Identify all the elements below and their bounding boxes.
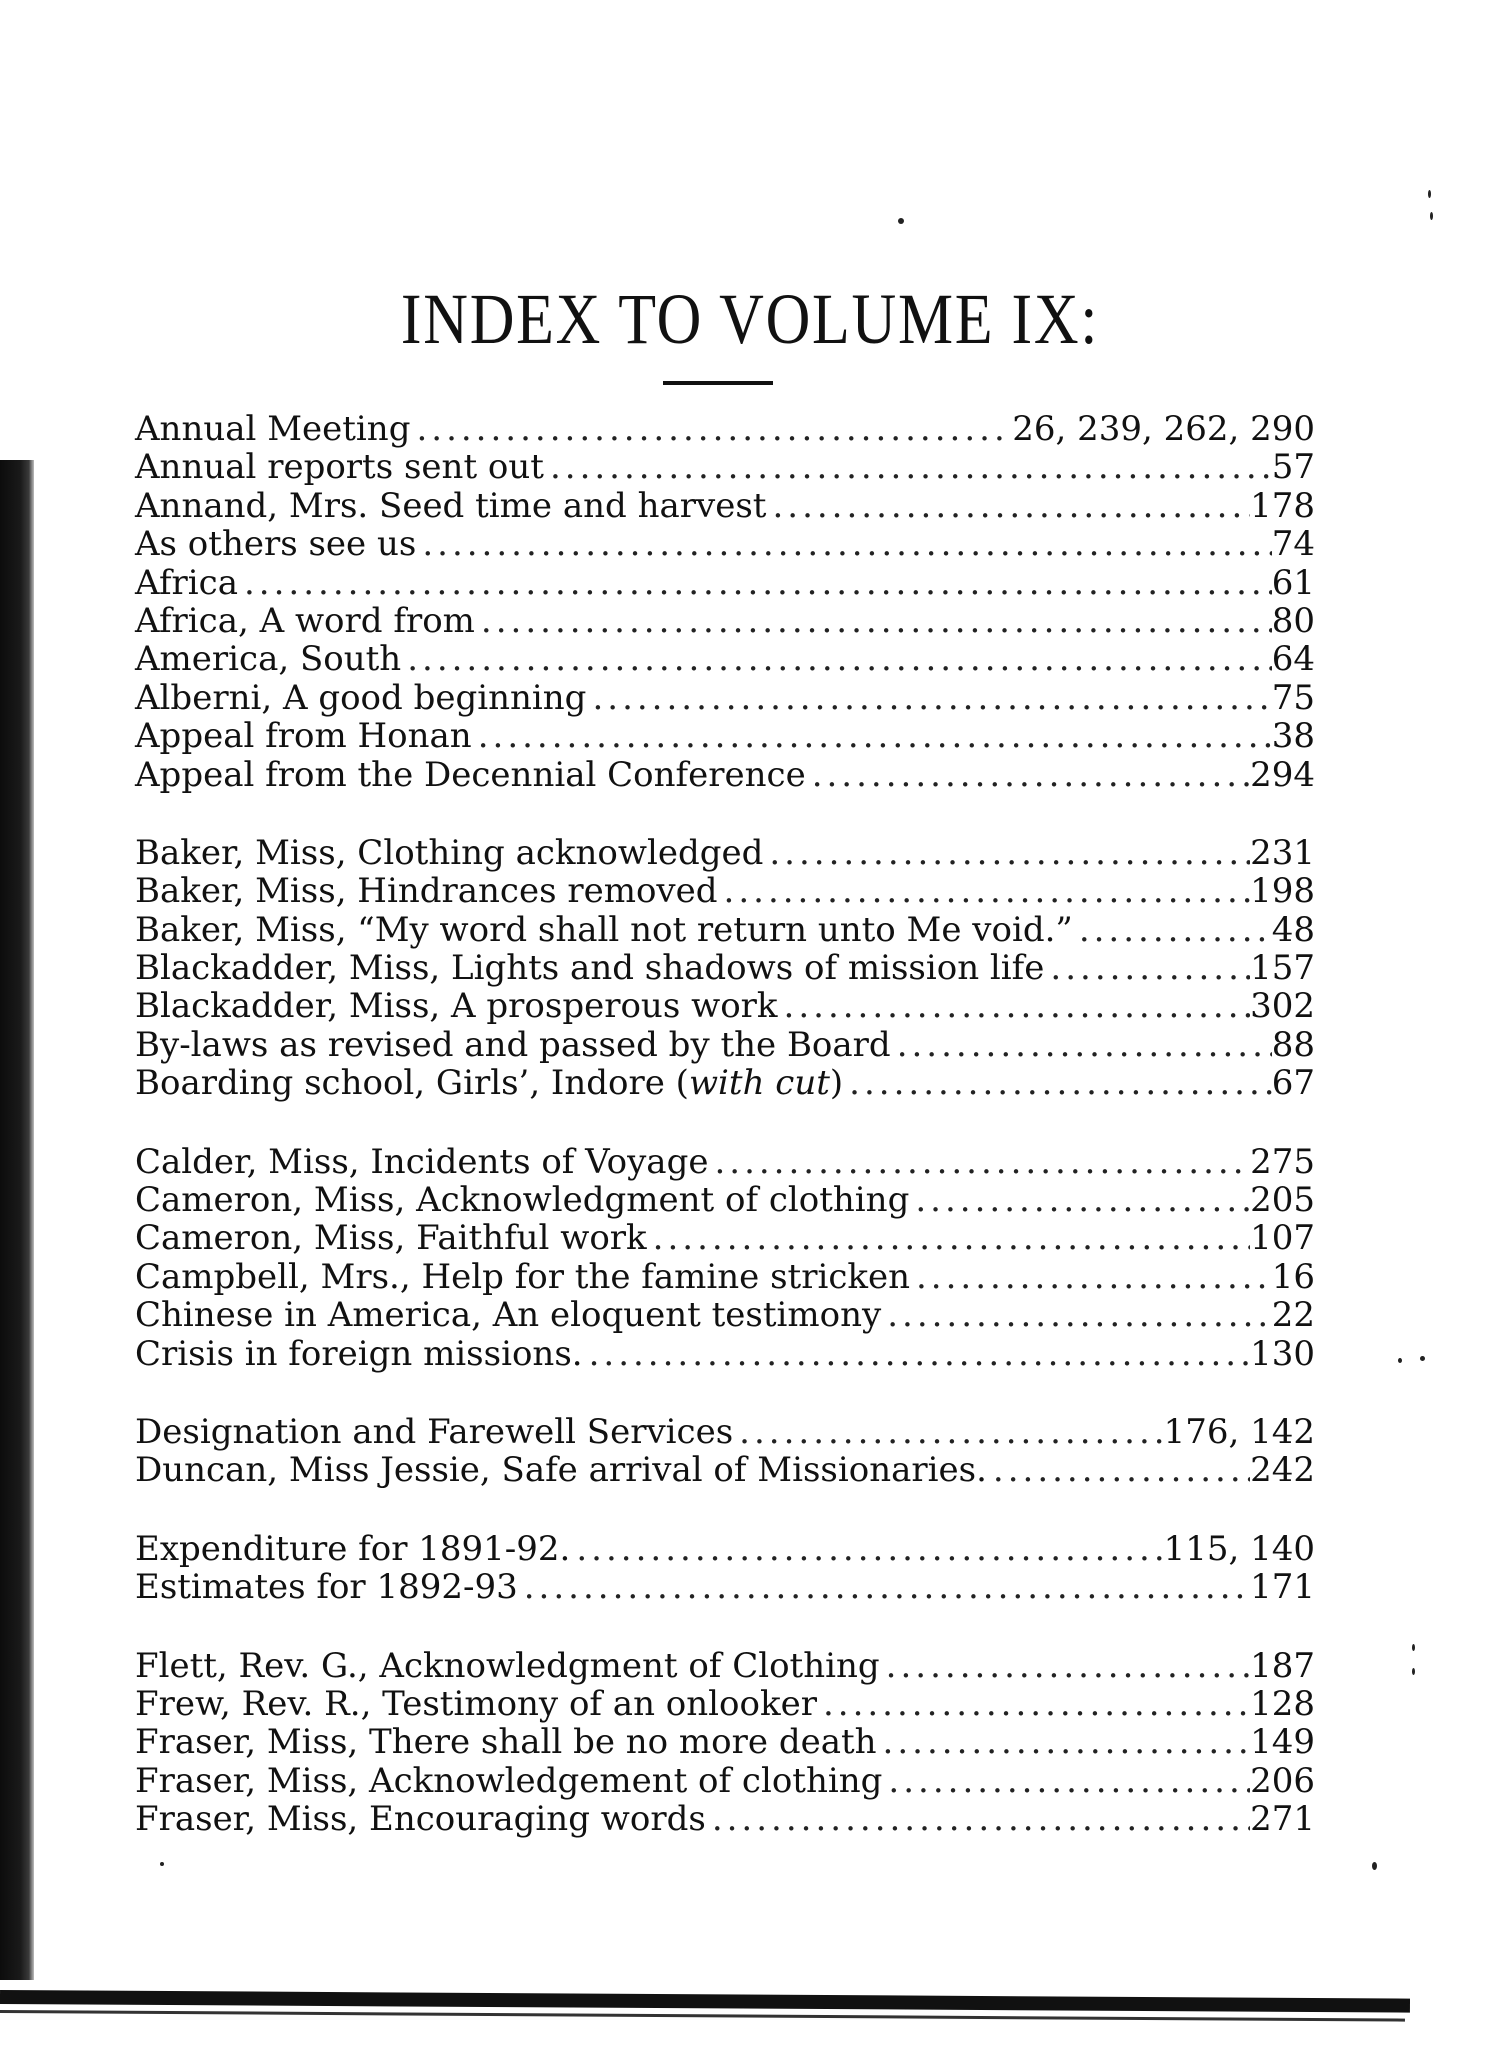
print-speck [1372, 1862, 1377, 1870]
page-numbers: 16 [1271, 1256, 1315, 1297]
index-entry [135, 1064, 1315, 1102]
dot-leader [238, 564, 1272, 602]
entry-title: Frew, Rev. R., Testimony of an onlooker [135, 1683, 817, 1724]
entry-title: Appeal from the Decennial Conference [135, 754, 806, 795]
page-numbers: 75 [1271, 677, 1315, 718]
index-entry [135, 1413, 1315, 1451]
print-speck [1412, 1668, 1415, 1675]
page-numbers: 26, 239, 262, 290 [1012, 409, 1315, 449]
dot-leader [708, 1143, 1250, 1181]
dot-leader [544, 448, 1272, 486]
entry-title: Estimates for 1892-93 [135, 1567, 518, 1608]
dot-leader [518, 1568, 1250, 1606]
page-numbers: 48 [1271, 909, 1315, 950]
page-numbers: 130 [1250, 1333, 1315, 1374]
entry-title: Alberni, A good beginning [135, 677, 587, 718]
print-speck [1430, 212, 1433, 220]
print-speck [898, 218, 904, 224]
page-numbers: 61 [1271, 562, 1315, 603]
page-title: INDEX TO VOLUME IX: [400, 279, 1100, 359]
index-entry [135, 1026, 1315, 1064]
dot-leader [733, 1413, 1163, 1451]
dot-leader [586, 679, 1271, 717]
page-numbers: 115, 140 [1163, 1528, 1315, 1569]
entry-title: Africa, A word from [135, 600, 475, 641]
index-entry [135, 1685, 1315, 1723]
dot-leader [843, 1064, 1272, 1102]
index-entry [135, 1219, 1315, 1257]
page-numbers: 128 [1250, 1683, 1315, 1724]
page-numbers: 206 [1250, 1760, 1315, 1801]
page-numbers: 88 [1271, 1024, 1315, 1065]
italic-fragment: with cut [688, 1063, 830, 1104]
bottom-border-rule-thin [0, 2010, 1405, 2022]
entry-title: Expenditure for 1891-92. [135, 1528, 571, 1569]
dot-leader [882, 1762, 1250, 1800]
entry-title: Annand, Mrs. Seed time and harvest [135, 485, 767, 526]
dot-leader [472, 717, 1272, 755]
title-underline [663, 381, 773, 385]
index-entry [135, 1723, 1315, 1761]
index-entry [135, 1143, 1315, 1181]
index-entry [135, 679, 1315, 717]
binding-edge [0, 460, 34, 1980]
dot-leader [817, 1685, 1250, 1723]
dot-leader [806, 756, 1250, 794]
page-numbers: 275 [1250, 1141, 1315, 1182]
index-group [135, 1143, 1315, 1373]
dot-leader [987, 1451, 1250, 1489]
page-numbers: 38 [1271, 716, 1315, 757]
page-numbers: 171 [1250, 1567, 1315, 1608]
index-entry [135, 756, 1315, 794]
index-entry [135, 911, 1315, 949]
dot-leader [880, 1647, 1250, 1685]
entry-title: Fraser, Miss, Encouraging words [135, 1799, 706, 1840]
entry-title: Africa [135, 562, 238, 603]
page-numbers: 231 [1250, 832, 1315, 873]
entry-title: Cameron, Miss, Faithful work [135, 1218, 647, 1259]
page-numbers: 302 [1250, 986, 1315, 1027]
index-entry [135, 834, 1315, 872]
dot-leader [909, 1181, 1250, 1219]
index-entry [135, 525, 1315, 563]
page-numbers: 242 [1250, 1450, 1315, 1491]
page-numbers: 178 [1250, 485, 1315, 526]
index-list [135, 410, 1315, 1879]
index-entry [135, 1800, 1315, 1838]
dot-leader [877, 1723, 1251, 1761]
print-speck [1412, 1644, 1415, 1651]
bottom-border-rule [0, 1990, 1410, 2013]
index-entry [135, 1181, 1315, 1219]
entry-title: Designation and Farewell Services [135, 1411, 734, 1452]
print-speck [160, 1862, 164, 1866]
entry-title: Baker, Miss, Hindrances removed [135, 871, 718, 912]
page-numbers: 80 [1271, 600, 1315, 641]
entry-title: Duncan, Miss Jessie, Safe arrival of Missionaries. [135, 1450, 987, 1491]
dot-leader [766, 487, 1250, 525]
index-entry [135, 1762, 1315, 1800]
page-numbers: 294 [1250, 754, 1315, 795]
entry-title: Baker, Miss, “My word shall not return unto Me void.” [135, 909, 1073, 950]
print-speck [1398, 1358, 1402, 1363]
entry-title: Cameron, Miss, Acknowledgment of clothing [135, 1180, 910, 1221]
index-entry [135, 602, 1315, 640]
dot-leader [410, 410, 1012, 448]
entry-title: Annual Meeting [135, 409, 411, 449]
dot-leader [1044, 949, 1250, 987]
index-entry [135, 949, 1315, 987]
dot-leader [778, 987, 1251, 1025]
index-group [135, 1530, 1315, 1607]
dot-leader [718, 872, 1251, 910]
print-speck [1420, 1356, 1425, 1361]
entry-title: Campbell, Mrs., Help for the famine stricken [135, 1256, 910, 1297]
entry-title: As others see us [135, 524, 417, 565]
index-entry [135, 640, 1315, 678]
index-entry [135, 717, 1315, 755]
entry-title: Annual reports sent out [135, 447, 544, 488]
print-speck [1428, 190, 1431, 198]
index-entry [135, 564, 1315, 602]
index-entry [135, 1530, 1315, 1568]
dot-leader [881, 1296, 1272, 1334]
index-group [135, 410, 1315, 794]
page-numbers: 187 [1250, 1645, 1315, 1686]
page-numbers: 149 [1250, 1722, 1315, 1763]
entry-title: Blackadder, Miss, Lights and shadows of mission life [135, 948, 1045, 989]
index-group [135, 834, 1315, 1103]
index-group [135, 1647, 1315, 1839]
index-group [135, 1413, 1315, 1490]
page-numbers: 57 [1271, 447, 1315, 488]
index-entry [135, 1335, 1315, 1373]
index-entry [135, 448, 1315, 486]
dot-leader [583, 1335, 1251, 1373]
dot-leader [706, 1800, 1250, 1838]
page-numbers: 157 [1250, 948, 1315, 989]
dot-leader [763, 834, 1250, 872]
dot-leader [475, 602, 1272, 640]
entry-title: Fraser, Miss, There shall be no more death [135, 1722, 877, 1763]
entry-title: America, South [135, 639, 402, 680]
entry-title: Fraser, Miss, Acknowledgement of clothing [135, 1760, 883, 1801]
index-entry [135, 1568, 1315, 1606]
page-numbers: 74 [1271, 524, 1315, 565]
dot-leader [647, 1219, 1250, 1257]
dot-leader [401, 640, 1272, 678]
entry-title: Blackadder, Miss, A prosperous work [135, 986, 778, 1027]
page-numbers: 67 [1271, 1063, 1315, 1104]
entry-title: Chinese in America, An eloquent testimony [135, 1295, 882, 1336]
index-entry [135, 1258, 1315, 1296]
page-numbers: 205 [1250, 1180, 1315, 1221]
entry-title: Appeal from Honan [135, 716, 472, 757]
page-numbers: 176, 142 [1163, 1411, 1315, 1452]
dot-leader [570, 1530, 1163, 1568]
dot-leader [1073, 911, 1272, 949]
page-numbers: 22 [1271, 1295, 1315, 1336]
index-entry [135, 487, 1315, 525]
dot-leader [416, 525, 1271, 563]
dot-leader [910, 1258, 1272, 1296]
entry-title: Boarding school, Girls’, Indore (with cut) [135, 1063, 844, 1104]
index-entry [135, 1451, 1315, 1489]
entry-title: Calder, Miss, Incidents of Voyage [135, 1141, 709, 1182]
index-entry [135, 410, 1315, 448]
entry-title: Crisis in foreign missions. [135, 1333, 583, 1374]
index-entry [135, 1296, 1315, 1334]
entry-title: By-laws as revised and passed by the Board [135, 1024, 891, 1065]
index-entry [135, 872, 1315, 910]
entry-title: Flett, Rev. G., Acknowledgment of Clothing [135, 1645, 880, 1686]
page-numbers: 107 [1250, 1218, 1315, 1259]
index-entry [135, 1647, 1315, 1685]
dot-leader [891, 1026, 1272, 1064]
page-numbers: 64 [1271, 639, 1315, 680]
index-entry [135, 987, 1315, 1025]
entry-title: Baker, Miss, Clothing acknowledged [135, 832, 764, 873]
page-numbers: 198 [1250, 871, 1315, 912]
page-numbers: 271 [1250, 1799, 1315, 1840]
